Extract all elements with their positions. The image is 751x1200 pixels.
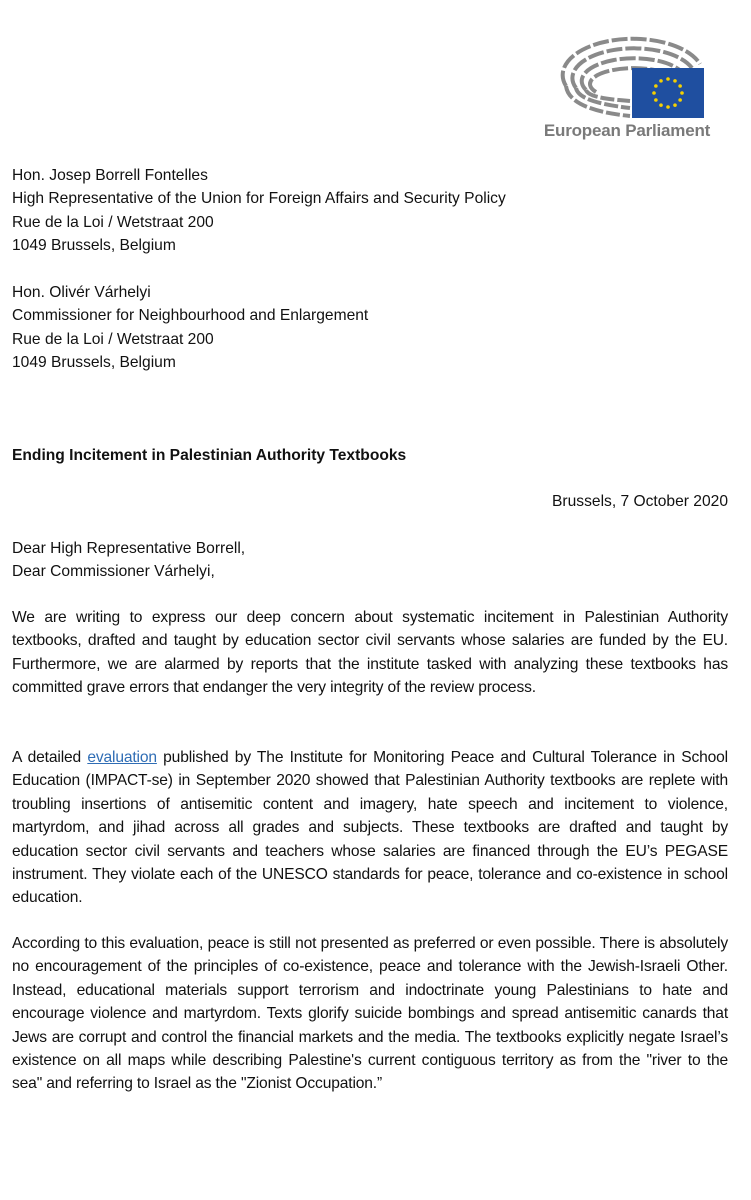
subject-line: Ending Incitement in Palestinian Authority Textbooks	[12, 447, 407, 464]
recipient-name: Hon. Josep Borrell Fontelles	[12, 167, 208, 184]
eu-star-icon	[666, 105, 670, 109]
eu-star-icon	[659, 79, 663, 83]
salutation-line: Dear High Representative Borrell,	[12, 540, 246, 557]
recipient-street: Rue de la Loi / Wetstraat 200	[12, 330, 214, 348]
eu-star-icon	[654, 98, 658, 102]
paragraph-1: We are writing to express our deep concern about systematic incitement in Palestinian Authority textbooks, drafted and taught by education sector civil servants whose salaries are funded by the EU. Furthermore, we are alarmed by reports that the institute tasked with analyzing these textbooks has committed grave errors that endanger the very integrity of the review process.	[12, 609, 728, 697]
recipient-address-1	[12, 164, 728, 258]
eu-star-icon	[678, 98, 682, 102]
recipient-title: Commissioner for Neighbourhood and Enlargement	[12, 307, 369, 325]
paragraph-3: According to this evaluation, peace is still not presented as preferred or even possible. There is absolutely no encouragement of the principles of co-existence, peace and tolerance with the Jewish-Israeli Other. Instead, educational materials support terrorism and indoctrinate young Palestinians to hate and encourage violence and martyrdom. Texts glorify suicide bombings and spread antisemitic canards that Jews are corrupt and control the financial markets and the media. The textbooks explicitly negate Israel’s existence on all maps while describing Palestine's current contiguous territory as from the "river to the sea" and referring to Israel as the "Zionist Occupation.”	[12, 935, 728, 1093]
paragraph-2	[12, 746, 728, 910]
eu-star-icon	[666, 77, 670, 81]
eu-star-icon	[680, 91, 684, 95]
recipient-street: Rue de la Loi / Wetstraat 200	[12, 213, 214, 231]
eu-star-icon	[673, 79, 677, 83]
salutation	[12, 537, 728, 584]
paragraph-text: published by The Institute for Monitoring Peace and Cultural Tolerance in School Education (IMPACT-se) in September 2020 showed that Palestinian Authority textbooks are replete with troubling insertions of antisemitic content and imagery, hate speech and incitement to violence, martyrdom, and jihad across all grades and subjects. These textbooks are drafted and taught by education sector civil servants and teachers whose salaries are financed through the EU’s PEGASE instrument. They violate each of the UNESCO standards for peace, tolerance and co-existence in school education.	[12, 749, 729, 907]
date-line: Brussels, 7 October 2020	[552, 493, 728, 510]
recipient-name: Hon. Olivér Várhelyi	[12, 284, 151, 301]
eu-star-icon	[652, 91, 656, 95]
eu-star-icon	[678, 84, 682, 88]
recipient-city: 1049 Brussels, Belgium	[12, 354, 176, 372]
recipient-address-2	[12, 281, 728, 375]
eu-star-icon	[659, 103, 663, 107]
paragraph-text: A detailed	[12, 749, 88, 766]
logo-text: European Parliament	[543, 121, 711, 140]
recipient-title: High Representative of the Union for Foreign Affairs and Security Policy	[12, 190, 506, 208]
evaluation-link[interactable]: evaluation	[87, 749, 157, 766]
recipient-city: 1049 Brussels, Belgium	[12, 237, 176, 255]
salutation-line: Dear Commissioner Várhelyi,	[12, 563, 215, 581]
eu-star-icon	[654, 84, 658, 88]
eu-star-icon	[673, 103, 677, 107]
